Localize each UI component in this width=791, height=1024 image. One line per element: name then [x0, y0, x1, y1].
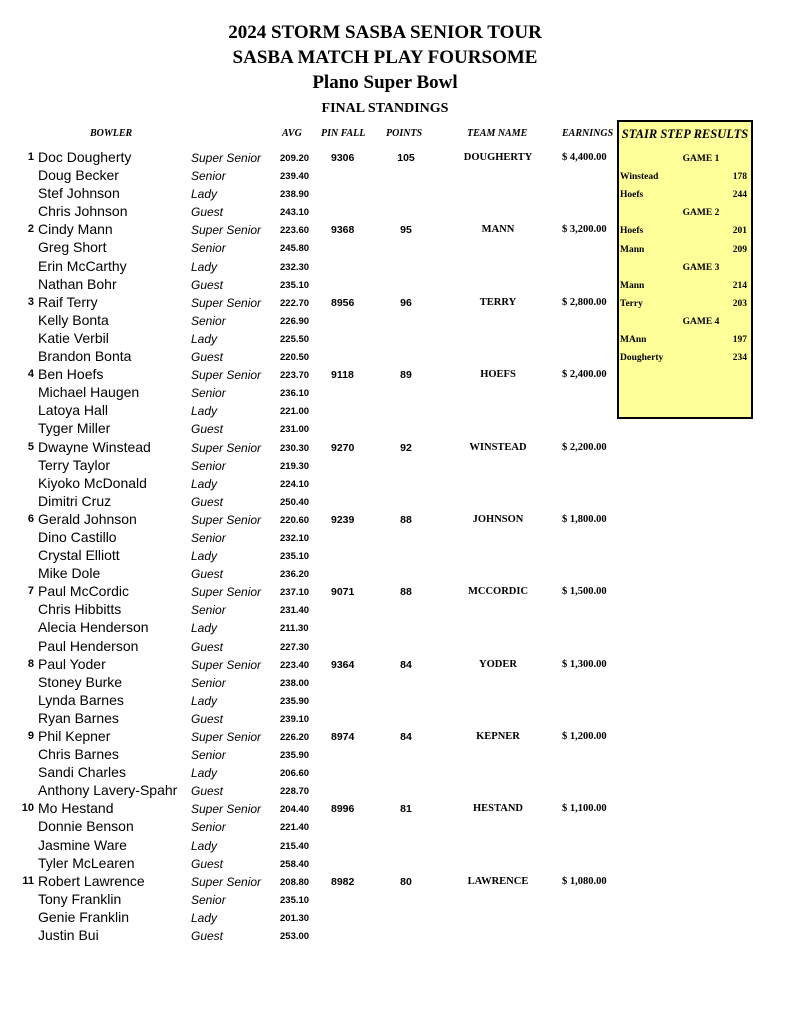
- team-pinfall: 8974: [331, 731, 355, 743]
- bowler-row: [0, 348, 620, 366]
- bowler-name: Paul Yoder: [38, 655, 106, 672]
- bowler-average: 215.40: [280, 840, 310, 852]
- team-name: LAWRENCE: [467, 875, 529, 887]
- bowler-row: [0, 674, 620, 692]
- bowler-name: Justin Bui: [38, 927, 99, 944]
- team-pinfall: 8956: [331, 296, 355, 309]
- team-place: 11: [22, 874, 34, 887]
- bowler-row: [0, 185, 620, 203]
- team-place: 9: [27, 730, 34, 742]
- bowler-name: Chris Hibbitts: [38, 601, 122, 618]
- bowler-division: Lady: [191, 259, 218, 274]
- bowler-average: 228.70: [280, 786, 310, 798]
- team-place: 10: [21, 802, 34, 815]
- bowler-row: [0, 782, 620, 800]
- bowler-name: Erin McCarthy: [38, 257, 127, 274]
- bowler-row: [0, 638, 620, 656]
- bowler-average: 201.30: [280, 912, 310, 924]
- bowler-division: Guest: [191, 711, 224, 726]
- bowler-average: 221.40: [280, 822, 310, 834]
- bowler-name: Stoney Burke: [38, 673, 123, 690]
- bowler-division: Guest: [191, 639, 224, 654]
- team-points: 84: [400, 731, 412, 743]
- team-earnings: $ 3,200.00: [562, 224, 607, 236]
- team-place: 4: [27, 368, 34, 381]
- bowler-division: Super Senior: [191, 151, 262, 165]
- bowler-row: [0, 312, 620, 330]
- bowler-average: 226.90: [280, 315, 310, 327]
- stair-score: 201: [732, 226, 747, 237]
- bowler-row: [0, 239, 620, 257]
- team-earnings: $ 1,100.00: [562, 803, 607, 815]
- bowler-average: 235.90: [280, 695, 310, 707]
- bowler-name: Paul McCordic: [38, 583, 130, 600]
- team-name: TERRY: [479, 296, 517, 308]
- stair-team-name: Hoefs: [620, 190, 644, 201]
- bowler-name: Lynda Barnes: [38, 691, 124, 708]
- bowler-division: Super Senior: [191, 512, 262, 527]
- stair-game-label: GAME 3: [682, 262, 720, 273]
- team-points: 88: [400, 513, 412, 526]
- bowler-division: Senior: [191, 313, 226, 328]
- bowler-name: Latoya Hall: [38, 402, 109, 419]
- bowler-name: Dimitri Cruz: [38, 492, 112, 509]
- bowler-row: [0, 891, 620, 909]
- bowler-average: 238.90: [280, 189, 310, 201]
- bowler-name: Tyger Miller: [38, 420, 111, 437]
- stair-score: 234: [732, 353, 747, 364]
- bowler-division: Lady: [191, 404, 218, 419]
- standings-title: FINAL STANDINGS: [321, 101, 449, 116]
- bowler-division: Senior: [191, 241, 226, 256]
- team-earnings: $ 1,300.00: [562, 658, 607, 670]
- bowler-division: Senior: [191, 458, 226, 473]
- bowler-average: 232.10: [280, 532, 310, 544]
- bowler-name: Dwayne Winstead: [38, 438, 151, 455]
- bowler-division: Lady: [191, 910, 218, 925]
- bowler-row: [0, 276, 620, 294]
- bowler-name: Cindy Mann: [38, 221, 113, 238]
- bowler-division: Guest: [191, 277, 224, 292]
- bowler-name: Kiyoko McDonald: [38, 474, 147, 491]
- bowler-division: Guest: [191, 856, 224, 871]
- bowler-average: 258.40: [280, 858, 310, 870]
- bowler-row: [0, 330, 620, 348]
- bowler-average: 236.10: [280, 388, 310, 400]
- bowler-division: Super Senior: [191, 730, 262, 744]
- bowler-name: Chris Johnson: [38, 203, 128, 220]
- bowler-division: Lady: [191, 621, 218, 636]
- team-place: 3: [27, 295, 34, 308]
- bowler-division: Super Senior: [191, 874, 262, 889]
- bowler-division: Senior: [191, 169, 226, 184]
- stair-step-panel: [617, 120, 753, 419]
- bowler-name: Brandon Bonta: [38, 348, 132, 365]
- bowler-average: 235.10: [280, 279, 310, 291]
- bowler-division: Guest: [191, 784, 224, 799]
- bowler-name: Alecia Henderson: [38, 619, 149, 636]
- stair-step-title: STAIR STEP RESULTS: [621, 127, 749, 141]
- bowler-row: [0, 692, 620, 710]
- bowler-division: Super Senior: [191, 585, 262, 600]
- bowler-name: Crystal Elliott: [38, 547, 120, 564]
- stair-score: 244: [732, 190, 747, 201]
- team-points: 92: [400, 441, 412, 454]
- bowler-name: Genie Franklin: [38, 908, 130, 925]
- bowler-division: Senior: [191, 530, 226, 545]
- stair-team-name: Hoefs: [620, 226, 644, 237]
- stair-team-name: Winstead: [620, 172, 659, 183]
- team-place: 8: [27, 657, 34, 670]
- bowler-name: Anthony Lavery-Spahr: [38, 782, 178, 799]
- stair-score: 209: [732, 244, 747, 255]
- bowler-average: 235.10: [280, 894, 310, 906]
- col-header-earnings: EARNINGS: [562, 128, 614, 139]
- bowler-name: Mo Hestand: [38, 800, 114, 817]
- bowler-row: [0, 457, 620, 475]
- bowler-average: 235.90: [280, 750, 310, 762]
- bowler-name: Phil Kepner: [38, 728, 111, 744]
- team-earnings: $ 2,400.00: [562, 369, 607, 381]
- bowler-row: [0, 547, 620, 565]
- bowler-row: [0, 149, 620, 167]
- bowler-row: [0, 565, 620, 583]
- bowler-average: 224.10: [280, 478, 310, 490]
- bowler-average: 209.20: [280, 153, 310, 164]
- bowler-average: 223.70: [280, 370, 310, 382]
- bowler-average: 239.10: [280, 713, 310, 725]
- bowler-division: Senior: [191, 675, 226, 690]
- col-header-avg: AVG: [282, 128, 302, 139]
- bowler-name: Ryan Barnes: [38, 709, 119, 726]
- bowler-row: [0, 511, 620, 529]
- col-header-points: POINTS: [386, 128, 423, 139]
- bowler-name: Paul Henderson: [38, 637, 139, 654]
- bowler-average: 237.10: [280, 587, 310, 599]
- bowler-division: Super Senior: [191, 368, 262, 383]
- bowler-average: 206.60: [280, 768, 310, 780]
- bowler-average: 232.30: [280, 261, 310, 273]
- venue-title: Plano Super Bowl: [312, 72, 458, 93]
- bowler-row: [0, 619, 620, 637]
- team-name: HESTAND: [473, 803, 523, 815]
- bowler-row: [0, 855, 620, 873]
- team-points: 95: [400, 224, 412, 237]
- bowler-name: Greg Short: [38, 239, 107, 256]
- team-points: 88: [400, 586, 412, 599]
- team-points: 89: [400, 369, 412, 382]
- bowler-row: [0, 710, 620, 728]
- bowler-row: [0, 746, 620, 764]
- bowler-division: Super Senior: [191, 223, 262, 238]
- bowler-row: [0, 529, 620, 547]
- bowler-average: 238.00: [280, 677, 310, 689]
- bowler-division: Super Senior: [191, 657, 262, 672]
- team-pinfall: 9118: [331, 369, 354, 382]
- stair-score: 203: [732, 298, 747, 309]
- bowler-name: Tony Franklin: [38, 890, 122, 907]
- bowler-division: Super Senior: [191, 802, 262, 817]
- bowler-average: 204.40: [280, 804, 310, 816]
- team-earnings: $ 1,800.00: [562, 513, 607, 525]
- bowler-average: 236.20: [280, 569, 310, 581]
- stair-team-name: MAnn: [620, 335, 647, 345]
- bowler-division: Guest: [191, 422, 224, 437]
- col-header-pinfall: PIN FALL: [321, 128, 366, 139]
- team-name: KEPNER: [476, 731, 520, 742]
- bowler-row: [0, 764, 620, 782]
- bowler-average: 243.10: [280, 207, 310, 219]
- col-header-bowler: BOWLER: [90, 128, 133, 139]
- team-pinfall: 9270: [331, 441, 355, 454]
- bowler-row: [0, 656, 620, 674]
- bowler-name: Chris Barnes: [38, 746, 119, 763]
- stair-game-label: GAME 2: [682, 208, 720, 219]
- bowler-name: Gerald Johnson: [38, 510, 137, 527]
- bowler-division: Senior: [191, 386, 226, 401]
- bowler-division: Lady: [191, 766, 218, 781]
- stair-team-name: Terry: [620, 298, 643, 309]
- bowler-average: 227.30: [280, 641, 310, 653]
- bowler-row: [0, 493, 620, 511]
- team-name: JOHNSON: [472, 513, 524, 525]
- bowler-row: [0, 294, 620, 312]
- bowler-row: [0, 800, 620, 818]
- bowler-division: Super Senior: [191, 440, 262, 455]
- bowler-name: Jasmine Ware: [38, 836, 127, 853]
- bowler-row: [0, 420, 620, 438]
- bowler-average: 223.60: [280, 225, 310, 237]
- event-title: SASBA MATCH PLAY FOURSOME: [232, 47, 538, 68]
- team-place: 1: [27, 151, 34, 163]
- bowler-name: Stef Johnson: [38, 185, 120, 202]
- team-earnings: $ 1,200.00: [562, 731, 607, 742]
- bowler-division: Lady: [191, 187, 218, 202]
- bowler-row: [0, 601, 620, 619]
- stair-score: 197: [732, 335, 747, 345]
- stair-team-name: Mann: [620, 280, 645, 291]
- bowler-row: [0, 583, 620, 601]
- bowler-name: Michael Haugen: [38, 384, 140, 401]
- bowler-name: Dino Castillo: [38, 528, 117, 545]
- bowler-average: 226.20: [280, 732, 310, 743]
- bowler-row: [0, 927, 620, 945]
- team-points: 105: [397, 152, 415, 164]
- bowler-name: Mike Dole: [38, 565, 101, 582]
- stair-team-name: Dougherty: [620, 353, 664, 364]
- bowler-division: Senior: [191, 603, 226, 618]
- bowler-division: Guest: [191, 205, 224, 220]
- bowler-average: 211.30: [280, 623, 309, 635]
- team-points: 84: [400, 658, 412, 671]
- team-earnings: $ 2,800.00: [562, 296, 607, 308]
- stair-score: 214: [732, 280, 747, 291]
- bowler-average: 230.30: [280, 442, 310, 454]
- team-name: MCCORDIC: [467, 586, 529, 598]
- team-points: 80: [400, 875, 412, 888]
- bowler-row: [0, 439, 620, 457]
- bowler-division: Lady: [191, 549, 218, 564]
- bowler-row: [0, 475, 620, 493]
- bowler-average: 253.00: [280, 931, 310, 943]
- team-pinfall: 8982: [331, 875, 355, 888]
- stair-team-name: Mann: [620, 244, 645, 255]
- bowler-average: 231.40: [280, 605, 310, 617]
- bowler-row: [0, 402, 620, 420]
- bowler-division: Lady: [191, 331, 218, 346]
- bowler-name: Nathan Bohr: [38, 275, 117, 292]
- bowler-name: Ben Hoefs: [38, 366, 104, 383]
- bowler-row: [0, 203, 620, 221]
- bowler-name: Kelly Bonta: [38, 311, 109, 328]
- team-pinfall: 9306: [331, 152, 355, 164]
- team-pinfall: 8996: [331, 803, 355, 816]
- stair-score: 178: [732, 172, 747, 183]
- bowler-average: 250.40: [280, 496, 310, 508]
- bowler-division: Guest: [191, 567, 224, 582]
- bowler-average: 225.50: [280, 333, 310, 345]
- bowler-name: Tyler McLearen: [38, 854, 135, 871]
- bowler-name: Raif Terry: [38, 293, 98, 310]
- bowler-name: Donnie Benson: [38, 818, 134, 835]
- bowler-average: 239.40: [280, 171, 310, 183]
- bowler-row: [0, 909, 620, 927]
- bowler-average: 208.80: [280, 876, 310, 888]
- bowler-row: [0, 384, 620, 402]
- bowler-average: 220.60: [280, 514, 310, 526]
- bowler-division: Guest: [191, 929, 224, 944]
- team-place: 7: [27, 585, 34, 598]
- team-points: 96: [400, 296, 412, 309]
- bowler-division: Senior: [191, 820, 226, 835]
- bowler-average: 220.50: [280, 352, 310, 364]
- team-name: WINSTEAD: [469, 441, 527, 453]
- team-place: 6: [27, 512, 34, 525]
- team-earnings: $ 1,080.00: [562, 875, 607, 887]
- bowler-division: Senior: [191, 892, 226, 907]
- bowler-division: Guest: [191, 494, 224, 509]
- bowler-row: [0, 728, 620, 746]
- bowler-name: Sandi Charles: [38, 764, 126, 781]
- bowler-row: [0, 167, 620, 185]
- bowler-average: 221.00: [280, 406, 310, 418]
- team-points: 81: [400, 803, 412, 816]
- bowler-average: 235.10: [280, 551, 310, 563]
- team-place: 5: [27, 440, 34, 453]
- bowler-name: Robert Lawrence: [38, 872, 145, 889]
- bowler-division: Lady: [191, 476, 218, 491]
- col-header-team: TEAM NAME: [467, 128, 528, 139]
- bowler-average: 245.80: [280, 243, 310, 255]
- bowler-row: [0, 837, 620, 855]
- team-place: 2: [27, 223, 34, 236]
- team-name: YODER: [479, 658, 517, 670]
- team-pinfall: 9364: [331, 658, 355, 671]
- bowler-division: Lady: [191, 838, 218, 853]
- team-name: MANN: [481, 224, 515, 236]
- team-earnings: $ 4,400.00: [562, 152, 607, 163]
- bowler-row: [0, 818, 620, 836]
- bowler-division: Super Senior: [191, 295, 262, 310]
- bowler-average: 219.30: [280, 460, 310, 472]
- stair-game-label: GAME 1: [682, 154, 720, 164]
- tour-title: 2024 STORM SASBA SENIOR TOUR: [228, 22, 542, 43]
- team-name: HOEFS: [480, 369, 516, 381]
- bowler-division: Lady: [191, 693, 218, 708]
- bowler-division: Guest: [191, 350, 224, 365]
- team-earnings: $ 2,200.00: [562, 441, 607, 453]
- team-pinfall: 9368: [331, 224, 355, 237]
- standings-table: [0, 149, 620, 945]
- bowler-row: [0, 873, 620, 891]
- bowler-average: 222.70: [280, 297, 310, 309]
- bowler-name: Doc Dougherty: [38, 149, 132, 165]
- bowler-average: 223.40: [280, 659, 310, 671]
- bowler-name: Doug Becker: [38, 167, 119, 184]
- team-earnings: $ 1,500.00: [562, 586, 607, 598]
- bowler-row: [0, 258, 620, 276]
- team-pinfall: 9071: [331, 586, 355, 599]
- team-name: DOUGHERTY: [463, 152, 533, 163]
- bowler-name: Katie Verbil: [38, 329, 109, 346]
- stair-game-label: GAME 4: [682, 316, 720, 327]
- bowler-name: Terry Taylor: [38, 456, 111, 473]
- bowler-average: 231.00: [280, 424, 310, 436]
- bowler-row: [0, 366, 620, 384]
- bowler-row: [0, 221, 620, 239]
- team-pinfall: 9239: [331, 513, 355, 526]
- bowler-division: Senior: [191, 748, 226, 763]
